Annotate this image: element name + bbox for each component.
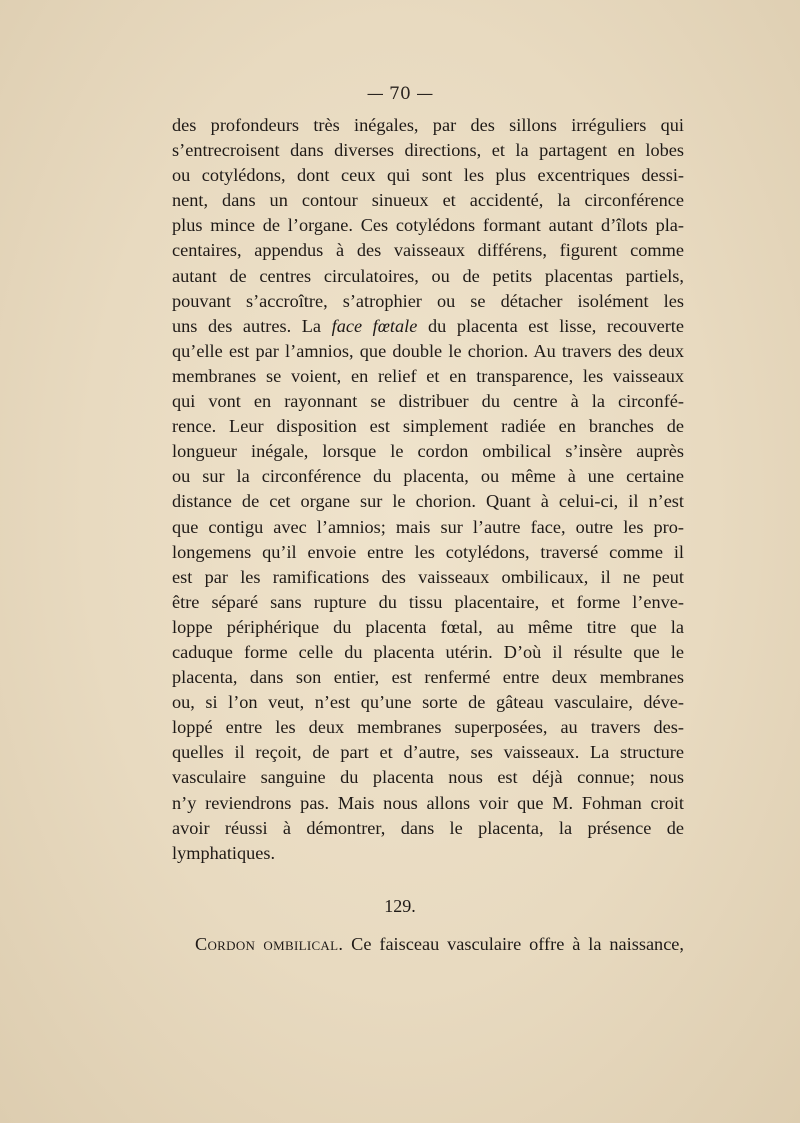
text-line: que contigu avec l’amnios; mais sur l’autre face, outre les pro-: [172, 516, 684, 537]
text-line: membranes se voient, en relief et en transparence, les vaisseaux: [172, 365, 684, 386]
text-line: pouvant s’accroître, s’atrophier ou se détacher isolément les: [172, 290, 684, 311]
page-number: — 70 —: [366, 84, 434, 104]
text-line: rence. Leur disposition est simplement radiée en branches de: [172, 416, 684, 437]
text-line: lymphatiques.: [172, 842, 276, 863]
text-line: plus mince de l’organe. Ces cotylédons formant autant d’îlots pla-: [172, 215, 684, 236]
text-line: distance de cet organe sur le chorion. Quant à celui-ci, il n’est: [172, 491, 684, 512]
text-line: avoir réussi à démontrer, dans le placenta, la présence de: [172, 817, 684, 838]
section-heading-text: Ce faisceau vasculaire offre à la naissance,: [351, 934, 684, 954]
text-line: placenta, dans son entier, est renfermé entre deux membranes: [172, 667, 684, 688]
section-heading-line: [195, 932, 684, 957]
text-line: s’entrecroisent dans diverses directions, et la partagent en lobes: [172, 140, 684, 161]
text-line: qu’elle est par l’amnios, que double le chorion. Au travers des deux: [172, 340, 684, 361]
text-line: longemens qu’il envoie entre les cotylédons, traversé comme il: [172, 541, 684, 562]
text-line: est par les ramifications des vaisseaux ombilicaux, il ne peut: [172, 566, 684, 587]
text-line: vasculaire sanguine du placenta nous est déjà connue; nous: [172, 767, 684, 788]
text-line: longueur inégale, lorsque le cordon ombilical s’insère auprès: [172, 441, 684, 462]
section-number: 129.: [384, 896, 416, 916]
text-line: [172, 314, 684, 339]
text-line: quelles il reçoit, de part et d’autre, ses vaisseaux. La structure: [172, 742, 684, 763]
section-heading: Cordon ombilical.: [195, 934, 344, 954]
text-line: ou, si l’on veut, n’est qu’une sorte de gâteau vasculaire, déve-: [172, 692, 684, 713]
italic-term: face fœtale: [331, 315, 418, 336]
text-line: loppe périphérique du placenta fœtal, au même titre que la: [172, 616, 684, 637]
text-line: autant de centres circulatoires, ou de petits placentas partiels,: [172, 265, 684, 286]
text-line: nent, dans un contour sinueux et accidenté, la circonférence: [172, 190, 684, 211]
line-end: du placenta est lisse, recouverte: [427, 315, 684, 336]
text-line: caduque forme celle du placenta utérin. D’où il résulte que le: [172, 641, 684, 662]
text-line: ou sur la circonférence du placenta, ou même à une certaine: [172, 466, 684, 487]
text-line: ou cotylédons, dont ceux qui sont les plus excentriques dessi-: [172, 165, 684, 186]
text-line: être séparé sans rupture du tissu placentaire, et forme l’enve-: [172, 591, 684, 612]
text-line: loppé entre les deux membranes superposées, au travers des-: [172, 717, 684, 738]
body-paragraph: [172, 113, 684, 866]
text-line: qui vont en rayonnant se distribuer du centre à la circonfé-: [172, 391, 684, 412]
text-line: des profondeurs très inégales, par des sillons irréguliers qui: [172, 115, 684, 135]
line-start: uns des autres. La: [172, 315, 322, 336]
text-line: centaires, appendus à des vaisseaux différens, figurent comme: [172, 240, 684, 261]
text-line: n’y reviendrons pas. Mais nous allons voir que M. Fohman croit: [172, 792, 684, 813]
